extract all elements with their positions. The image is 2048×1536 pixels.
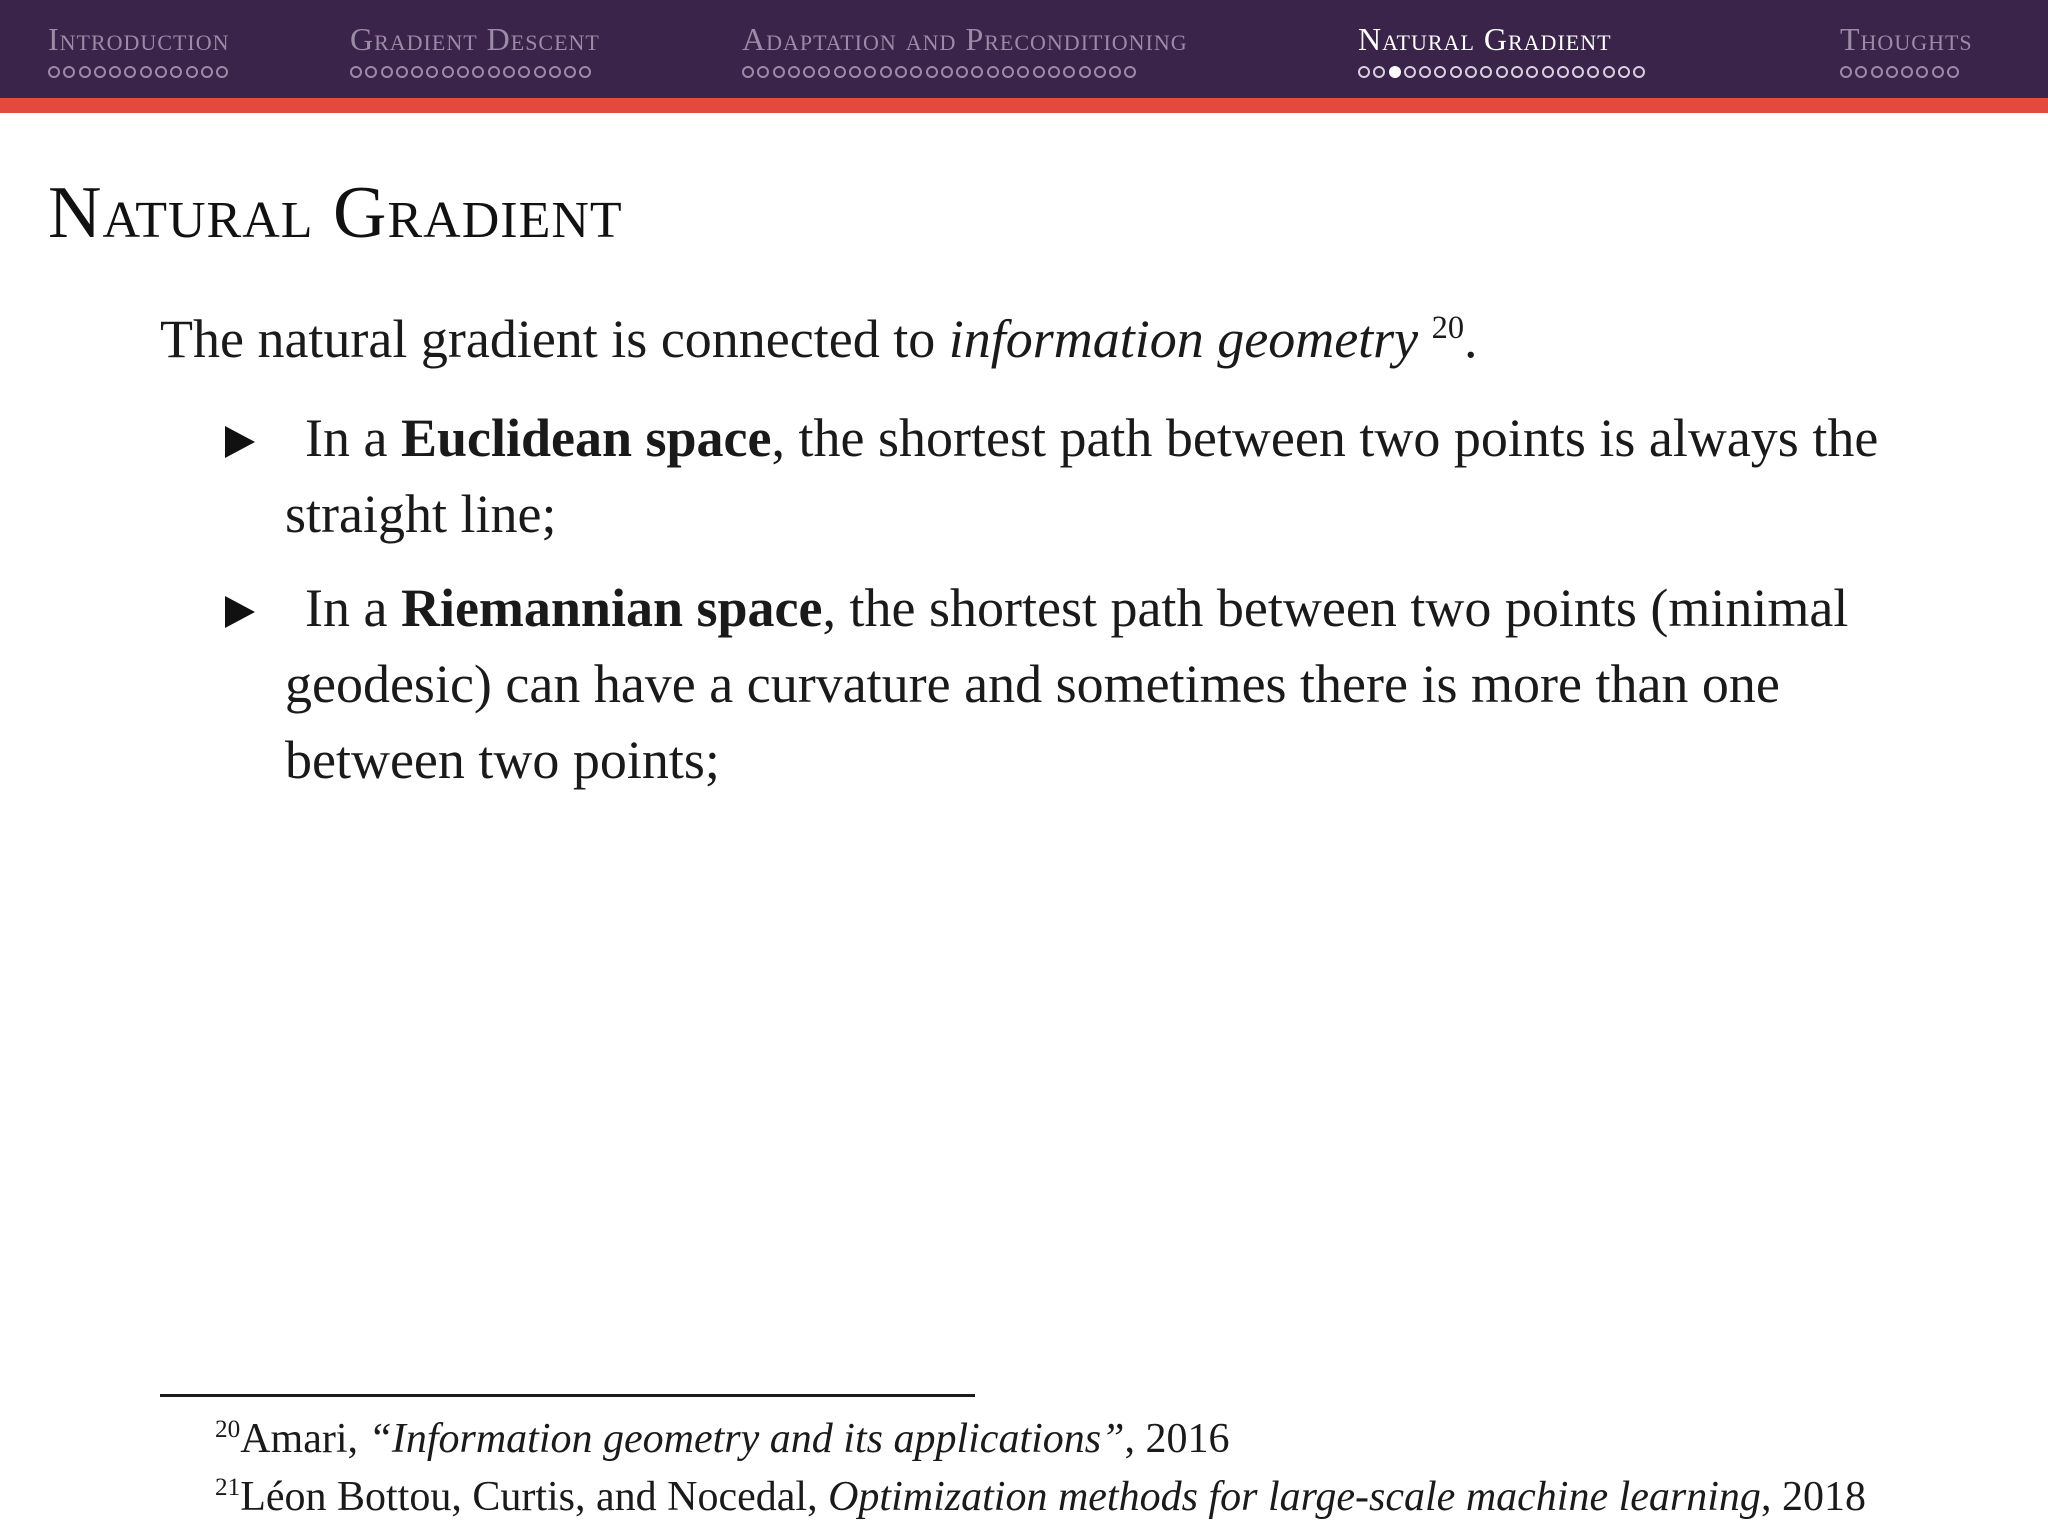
slide-dot[interactable] [1079,66,1091,78]
nav-section-title[interactable]: Introduction [48,21,230,57]
footnote-text: Amari, [240,1416,369,1462]
slide-dot[interactable] [94,66,106,78]
slide-dot[interactable] [579,66,591,78]
slide-dot[interactable] [426,66,438,78]
slide-dot[interactable] [849,66,861,78]
slide-dot[interactable] [350,66,362,78]
footnote-title: Optimization methods for large-scale machine learning [828,1474,1761,1520]
slide-dot[interactable] [1526,66,1538,78]
bullet-text [285,570,1905,798]
nav-slide-dots [48,66,230,78]
nav-slide-dots [1358,66,1645,78]
slide-dot[interactable] [140,66,152,78]
footnote-year: , 2016 [1124,1416,1230,1462]
slide-dot[interactable] [1633,66,1645,78]
nav-slide-dots [350,66,600,78]
slide-title: Natural Gradient [48,172,623,254]
slide-dot[interactable] [503,66,515,78]
slide-dot[interactable] [956,66,968,78]
slide-dot[interactable] [1587,66,1599,78]
slide-dot[interactable] [788,66,800,78]
footnote [215,1470,1866,1524]
slide-dot[interactable] [834,66,846,78]
slide-dot[interactable] [1404,66,1416,78]
nav-section-thoughts[interactable] [1840,20,1973,78]
slide-dot[interactable] [1358,66,1370,78]
nav-section-natural-gradient[interactable] [1358,20,1645,78]
triangle-bullet-icon [225,426,255,458]
footnote-ref[interactable]: 20 [1431,310,1465,346]
slide-dot[interactable] [1124,66,1136,78]
slide-dot[interactable] [1572,66,1584,78]
footnote-year: , 2018 [1760,1474,1866,1520]
slide-dot[interactable] [803,66,815,78]
slide-dot[interactable] [1373,66,1385,78]
slide-dot[interactable] [1932,66,1944,78]
bullet-bold-term: Riemannian space [400,578,823,638]
slide-dot[interactable] [864,66,876,78]
bullet-text [285,400,1905,552]
slide-dot[interactable] [534,66,546,78]
nav-section-title[interactable]: Adaptation and Preconditioning [742,21,1188,57]
nav-section-title[interactable]: Natural Gradient [1358,21,1612,57]
footnote-rule [160,1394,975,1397]
slide-dot[interactable] [549,66,561,78]
slide-dot[interactable] [201,66,213,78]
footnote-title: “Information geometry and its applications” [368,1416,1125,1462]
slide-dot[interactable] [109,66,121,78]
slide-dot[interactable] [488,66,500,78]
nav-section-adaptation-and-preconditioning[interactable] [742,20,1188,78]
section-navigation-bar [0,0,2048,98]
intro-end: . [1464,309,1478,369]
navbar-accent-stripe [0,98,2048,113]
slide-dot[interactable] [1094,66,1106,78]
slide-dot[interactable] [396,66,408,78]
slide-dot[interactable] [1109,66,1121,78]
slide-dot[interactable] [1033,66,1045,78]
slide-dot[interactable] [880,66,892,78]
slide-dot[interactable] [170,66,182,78]
slide-dot[interactable] [186,66,198,78]
nav-section-introduction[interactable] [48,20,230,78]
slide-dot[interactable] [818,66,830,78]
slide-dot[interactable] [1450,66,1462,78]
bullet-text-end: , the shortest path between two points (minimal geodesic) can have a curvature and sometimes there is more than one between two points; [285,578,1849,790]
slide-dot[interactable] [472,66,484,78]
slide-dot[interactable] [1063,66,1075,78]
bullet-text-start: In a [305,408,401,468]
footnote-number: 21 [215,1474,241,1501]
slide-dot[interactable] [155,66,167,78]
slide-dot[interactable] [63,66,75,78]
slide-dot[interactable] [1017,66,1029,78]
slide-dot[interactable] [971,66,983,78]
slide-dot[interactable] [1916,66,1928,78]
slide-dot[interactable] [1465,66,1477,78]
slide-dot[interactable] [1434,66,1446,78]
nav-section-title[interactable]: Thoughts [1840,21,1973,57]
slide-dot[interactable] [411,66,423,78]
slide-dot[interactable] [1901,66,1913,78]
intro-text: The natural gradient is connected to [160,309,949,369]
slide-dot[interactable] [1840,66,1852,78]
slide-dot[interactable] [1511,66,1523,78]
slide-dot[interactable] [773,66,785,78]
slide-dot[interactable] [1886,66,1898,78]
slide-dot[interactable] [757,66,769,78]
bullet-text-start: In a [305,578,401,638]
current-slide-dot[interactable] [1389,66,1401,78]
nav-section-gradient-descent[interactable] [350,20,600,78]
slide-dot[interactable] [1557,66,1569,78]
slide-dot[interactable] [1480,66,1492,78]
slide-dot[interactable] [48,66,60,78]
slide-dot[interactable] [518,66,530,78]
slide-dot[interactable] [1947,66,1959,78]
intro-emphasis: information geometry [948,309,1419,369]
slide-dot[interactable] [1496,66,1508,78]
slide-dot[interactable] [365,66,377,78]
slide-dot[interactable] [1603,66,1615,78]
slide-dot[interactable] [1542,66,1554,78]
slide-dot[interactable] [987,66,999,78]
footnote-text: Léon Bottou, Curtis, and Nocedal, [240,1474,829,1520]
slide-dot[interactable] [1048,66,1060,78]
slide-dot[interactable] [1871,66,1883,78]
slide-dot[interactable] [926,66,938,78]
slide-dot[interactable] [216,66,228,78]
nav-slide-dots [742,66,1188,78]
nav-slide-dots [1840,66,1973,78]
intro-sentence [160,305,1478,373]
nav-section-title[interactable]: Gradient Descent [350,21,600,57]
bullet-item [225,400,1905,552]
slide-dot[interactable] [742,66,754,78]
slide-dot[interactable] [1419,66,1431,78]
slide-dot[interactable] [442,66,454,78]
slide-dot[interactable] [124,66,136,78]
footnote-number: 20 [215,1416,241,1443]
slide-dot[interactable] [381,66,393,78]
slide-dot[interactable] [1855,66,1867,78]
slide-dot[interactable] [564,66,576,78]
slide-dot[interactable] [1618,66,1630,78]
slide-dot[interactable] [941,66,953,78]
slide-dot[interactable] [895,66,907,78]
bullet-item [225,570,1905,798]
footnote [215,1412,1229,1466]
bullet-list [225,400,1905,816]
slide-dot[interactable] [457,66,469,78]
bullet-text-end: , the shortest path between two points is always the straight line; [285,408,1879,544]
triangle-bullet-icon [225,596,255,628]
slide-dot[interactable] [79,66,91,78]
slide-dot[interactable] [1002,66,1014,78]
bullet-bold-term: Euclidean space [400,408,772,468]
slide-dot[interactable] [910,66,922,78]
